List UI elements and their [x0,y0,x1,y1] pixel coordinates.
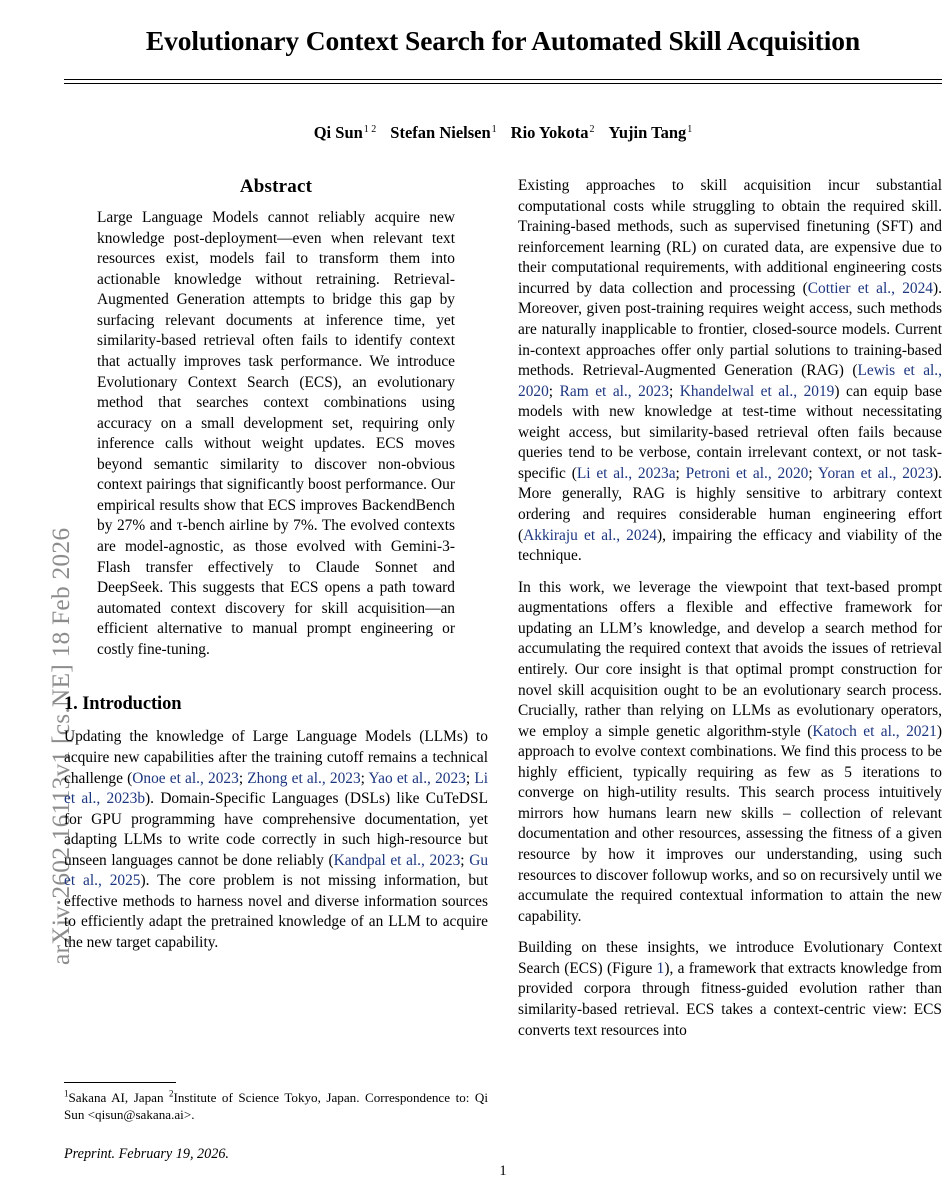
paragraph-text: ) can equip base models with new knowledge at test-time without necessitating weight access, but similarity-based retrieval often fails because queries tend to be verbose, contain irrelevant context, or not task-specific ( [518,382,942,482]
right-paragraph-2 [518,578,942,928]
footnote-marker: 2 [169,1088,174,1099]
author-affiliation-marker: 1 2 [363,123,377,135]
citation-link[interactable]: Li et al., 2023a [576,464,676,482]
paragraph-text: ). The core problem is not missing information, but effective methods to harness novel and diverse information sources to efficiently adapt the pretrained knowledge of an LLM to acquire the new target capability. [64,872,488,951]
paragraph-text: ; [360,769,369,787]
citation-link[interactable]: Li et al., 2023b [64,769,488,808]
intro-paragraph-1 [64,727,488,953]
page-number: 1 [499,1163,507,1179]
arxiv-stamp-text: arXiv:2602.16113v1 [cs.NE] 18 Feb 2026 [46,527,75,965]
footnote-text [64,1090,488,1124]
abstract-body: Large Language Models cannot reliably acquire new knowledge post-deployment—even when relevant text resources exist, models fail to transform them into actionable knowledge without retraining. Retrieval-Augmented Generation attempts to bridge this gap by surfacing relevant documents at inference time, yet similarity-based retrieval often fails to identify context that actually improves task performance. We introduce Evolutionary Context Search (ECS), an evolutionary method that searches context combinations using accuracy on a small development set, requiring only inference calls without weight updates. ECS moves beyond semantic similarity to discover non-obvious context pairings that significantly boost performance. Our empirical results show that ECS improves BackendBench by 27% and τ-bench airline by 7%. The evolved contexts are model-agnostic, as those evolved with Gemini-3-Flash transfer effectively to Claude Sonnet and DeepSeek. This suggests that ECS opens a path toward automated context discovery for skill acquisition—an efficient alternative to manual prompt engineering or costly fine-tuning. [97,209,455,658]
author-affiliation-marker: 1 [687,123,693,135]
citation-link[interactable]: Lewis et al., 2020 [518,362,942,400]
citation-link[interactable]: Onoe et al., 2023 [132,769,239,787]
citation-link[interactable]: Akkiraju et al., 2024 [523,526,657,544]
abstract-heading: Abstract [239,176,313,197]
citation-link[interactable]: Cottier et al., 2024 [807,279,934,297]
preprint-line: Preprint. February 19, 2026. [64,1145,229,1162]
citation-link[interactable]: Yoran et al., 2023 [817,464,934,482]
author-name: Rio Yokota$^2$ [510,123,595,142]
author-name: Qi Sun$^{1 2}$ [313,123,377,142]
title-rule-upper [64,79,942,80]
paper-page [64,0,942,1200]
citation-link[interactable]: Gu et al., 2025 [64,851,489,890]
citation-link[interactable]: Katoch et al., 2021 [812,722,937,740]
paragraph-text: ; [808,464,818,482]
paragraph-text: Existing approaches to skill acquisition incur substantial computational costs while struggling to obtain the required skill. Training-based methods, such as supervised finetuning (SFT) and reinforcement learning (RL) on curated data, are expensive due to their computational requirements, with additional engineering costs incurred by data collection and processing ( [518,177,942,297]
citation-link[interactable]: Petroni et al., 2020 [685,464,809,482]
two-column-body [64,176,942,1176]
title-block [64,24,942,57]
section-heading-introduction: 1. Introduction [64,694,182,715]
page-title: Evolutionary Context Search for Automated Skill Acquisition [145,25,861,56]
right-paragraph-1 [518,176,942,567]
citation-link[interactable]: Kandpal et al., 2023 [333,851,461,869]
paragraph-text: ; [675,464,686,482]
citation-link[interactable]: Yao et al., 2023 [368,769,466,787]
footnote-segment: Sakana AI, Japan [68,1090,170,1105]
paragraph-text: ) approach to evolve context combinations. We find this process to be highly efficient, typically requiring as few as 5 iterations to converge on high-utility results. This search process intuitively mirrors how humans learn new skills – collection of relevant documentation and other resources, assessing the fitness of a given resource by how it improves our understanding, using such resources to discover followup works, and so on recursively until we accumulate the required contextual information to attain the new capability. [518,722,942,925]
paragraph-text: ; [238,769,248,787]
paragraph-text: ; [668,382,680,400]
paragraph-text: Updating the knowledge of Large Language Models (LLMs) to acquire new capabilities after the training cutoff remains a technical challenge ( [64,728,488,787]
author-list [64,123,942,143]
author-name: Stefan Nielsen$^1$ [390,123,497,142]
paragraph-text: ; [548,382,560,400]
citation-link[interactable]: Khandelwal et al., 2019 [679,382,835,400]
citation-link[interactable]: Ram et al., 2023 [559,382,669,400]
left-column [64,176,488,954]
arxiv-stamp [0,0,75,1200]
title-rule-lower [64,83,942,84]
paragraph-text: ; [465,769,475,787]
citation-link[interactable]: Zhong et al., 2023 [247,769,361,787]
paragraph-text: Building on these insights, we introduce Evolutionary Context Search (ECS) (Figure [518,939,942,977]
paragraph-text: ). Moreover, given post-training requires weight access, such methods are naturally inapplicable to frontier, closed-source models. Current in-context approaches offer only partial solutions to training-based methods. Retrieval-Augmented Generation (RAG) ( [518,279,942,380]
paragraph-text: ). Domain-Specific Languages (DSLs) like CuTeDSL for GPU programming have comprehensive documentation, yet adapting LLMs to write code correctly in such high-resource but unseen languages cannot be done reliably ( [64,790,488,869]
right-column [518,176,942,1041]
paragraph-text: ), impairing the efficacy and viability of the technique. [518,526,942,565]
author-affiliation-marker: 1 [491,123,497,135]
paragraph-text: ; [460,851,470,869]
paragraph-text: In this work, we leverage the viewpoint that text-based prompt augmentations offers a flexible and effective framework for updating an LLM’s knowledge, and develop a search method for accumulating the required context that avoids the issues of retrieval entirely. Our core insight is that optimal prompt construction for novel skill acquisition ought to be an evolutionary search process. Crucially, rather than relying on LLMs as evolutionary operators, we employ a simple genetic algorithm-style ( [518,578,942,740]
paragraph-text: ). More generally, RAG is highly sensitive to arbitrary context ordering and requires considerable human engineering effort ( [518,464,942,544]
author-name: Yujin Tang$^1$ [608,123,693,142]
citation-link[interactable]: 1 [656,959,665,977]
footnote-segment: Institute of Science Tokyo, Japan. Correspondence to: Qi Sun <qisun@sakana.ai>. [64,1090,488,1122]
paragraph-text: ), a framework that extracts knowledge from provided corpora through fitness-guided evolution rather than similarity-based retrieval. ECS takes a context-centric view: ECS converts text resources into [518,959,942,1039]
author-affiliation-marker: 2 [589,123,595,135]
footnote-block [64,1082,488,1163]
footnote-rule [64,1082,176,1083]
footnote-marker: 1 [64,1088,69,1099]
right-paragraph-3 [518,938,942,1041]
